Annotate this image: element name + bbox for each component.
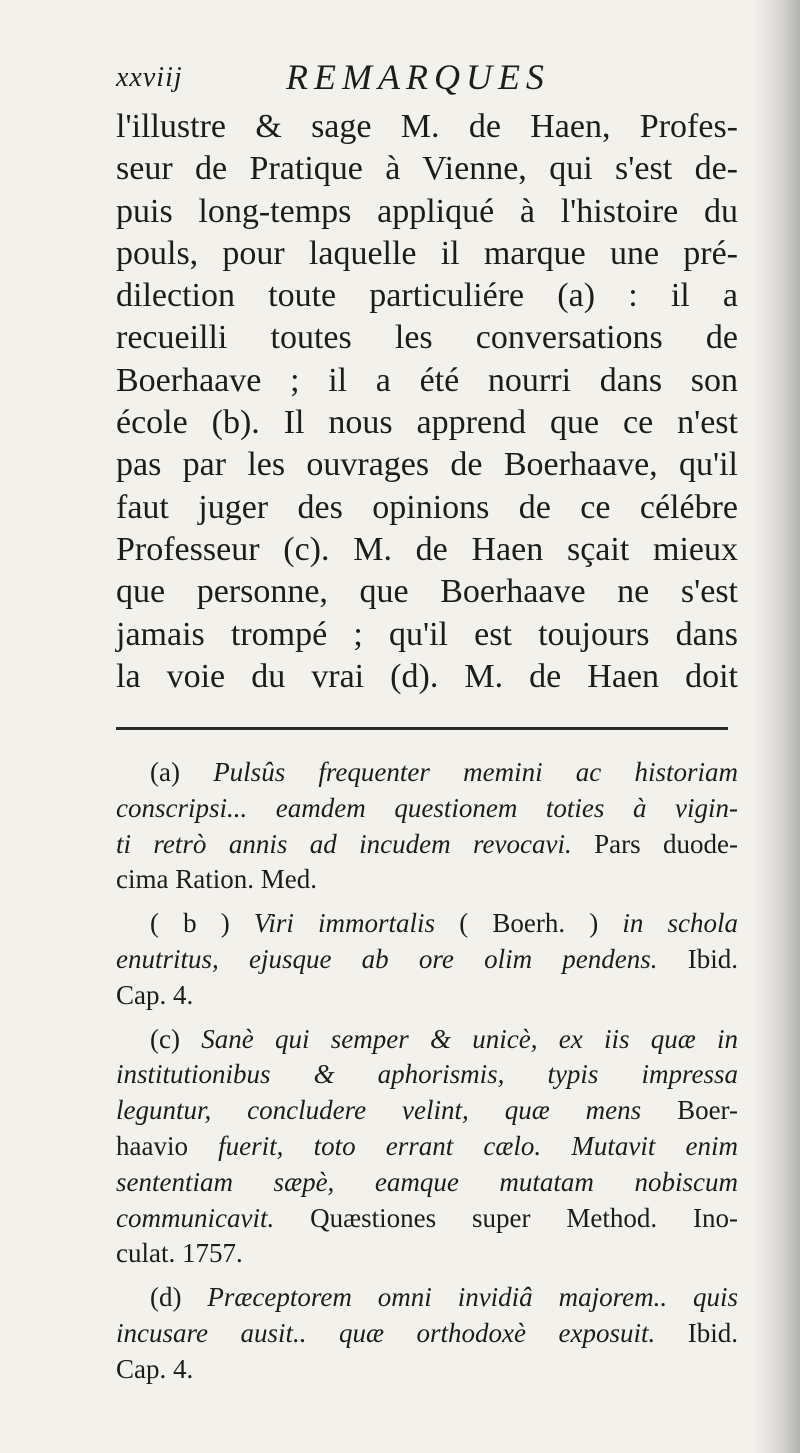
footnote-line: (a) Pulsûs frequenter memini ac historiam: [150, 757, 738, 787]
page-edge-shadow: [754, 0, 800, 1453]
footnote-line: (c) Sanè qui semper & unicè, ex iis quæ in: [150, 1023, 738, 1054]
footnote-c: [116, 1022, 738, 1273]
text-line: seur de Pratique à Vienne, qui s'est de-: [116, 150, 738, 188]
text-line: dilection toute particuliére (a) : il a: [116, 277, 738, 315]
footnote-line: haavio fuerit, toto errant cælo. Mutavit enim: [116, 1130, 738, 1161]
text-line: Boerhaave ; il a été nourri dans son: [116, 361, 738, 399]
footnote-a: [116, 755, 738, 898]
text-line: l'illustre & sage M. de Haen, Profes-: [116, 108, 738, 145]
main-text: [116, 106, 738, 698]
text-line: Professeur (c). M. de Haen sçait mieux: [116, 530, 738, 568]
text-line: jamais trompé ; qu'il est toujours dans: [116, 615, 738, 653]
footnote-line: culat. 1757.: [116, 1238, 243, 1269]
text-line: que personne, que Boerhaave ne s'est: [116, 573, 738, 611]
page-number: xxviij: [116, 62, 183, 93]
text-line: pouls, pour laquelle il marque une pré-: [116, 234, 738, 272]
text-line: école (b). Il nous apprend que ce n'est: [116, 404, 738, 442]
footnote-line: conscripsi... eamdem questionem toties à vigin-: [116, 792, 738, 823]
footnote-line: ti retrò annis ad incudem revocavi. Pars duode-: [116, 828, 738, 859]
footnote-line: enutritus, ejusque ab ore olim pendens. Ibid.: [116, 943, 738, 974]
footnote-line: incusare ausit.. quæ orthodoxè exposuit. Ibid.: [116, 1317, 738, 1348]
text-line: recueilli toutes les conversations de: [116, 319, 738, 357]
footnote-line: ( b ) Viri immortalis ( Boerh. ) in schola: [150, 908, 738, 939]
page-header: [116, 54, 736, 104]
footnote-line: (d) Præceptorem omni invidiâ majorem.. quis: [150, 1282, 739, 1313]
text-line: faut juger des opinions de ce célébre: [116, 488, 738, 526]
footnote-line: sententiam sæpè, eamque mutatam nobiscum: [116, 1166, 738, 1197]
footnote-line: institutionibus & aphorismis, typis impressa: [116, 1059, 738, 1090]
text-line: pas par les ouvrages de Boerhaave, qu'il: [116, 446, 738, 484]
footnote-d: [116, 1280, 738, 1387]
footnote-line: Cap. 4.: [116, 979, 194, 1010]
text-line: la voie du vrai (d). M. de Haen doit: [116, 657, 738, 695]
running-title: REMARQUES: [286, 57, 550, 97]
footnote-line: communicavit. Quæstiones super Method. Ino-: [116, 1202, 738, 1233]
footnote-line: leguntur, concludere velint, quæ mens Boer-: [116, 1095, 739, 1126]
text-line: puis long-temps appliqué à l'histoire du: [116, 192, 738, 230]
footnote-rule: [116, 727, 728, 730]
footnotes: [116, 755, 738, 1396]
footnote-line: cima Ration. Med.: [116, 864, 317, 895]
footnote-line: Cap. 4.: [116, 1353, 194, 1384]
footnote-b: [116, 906, 738, 1013]
